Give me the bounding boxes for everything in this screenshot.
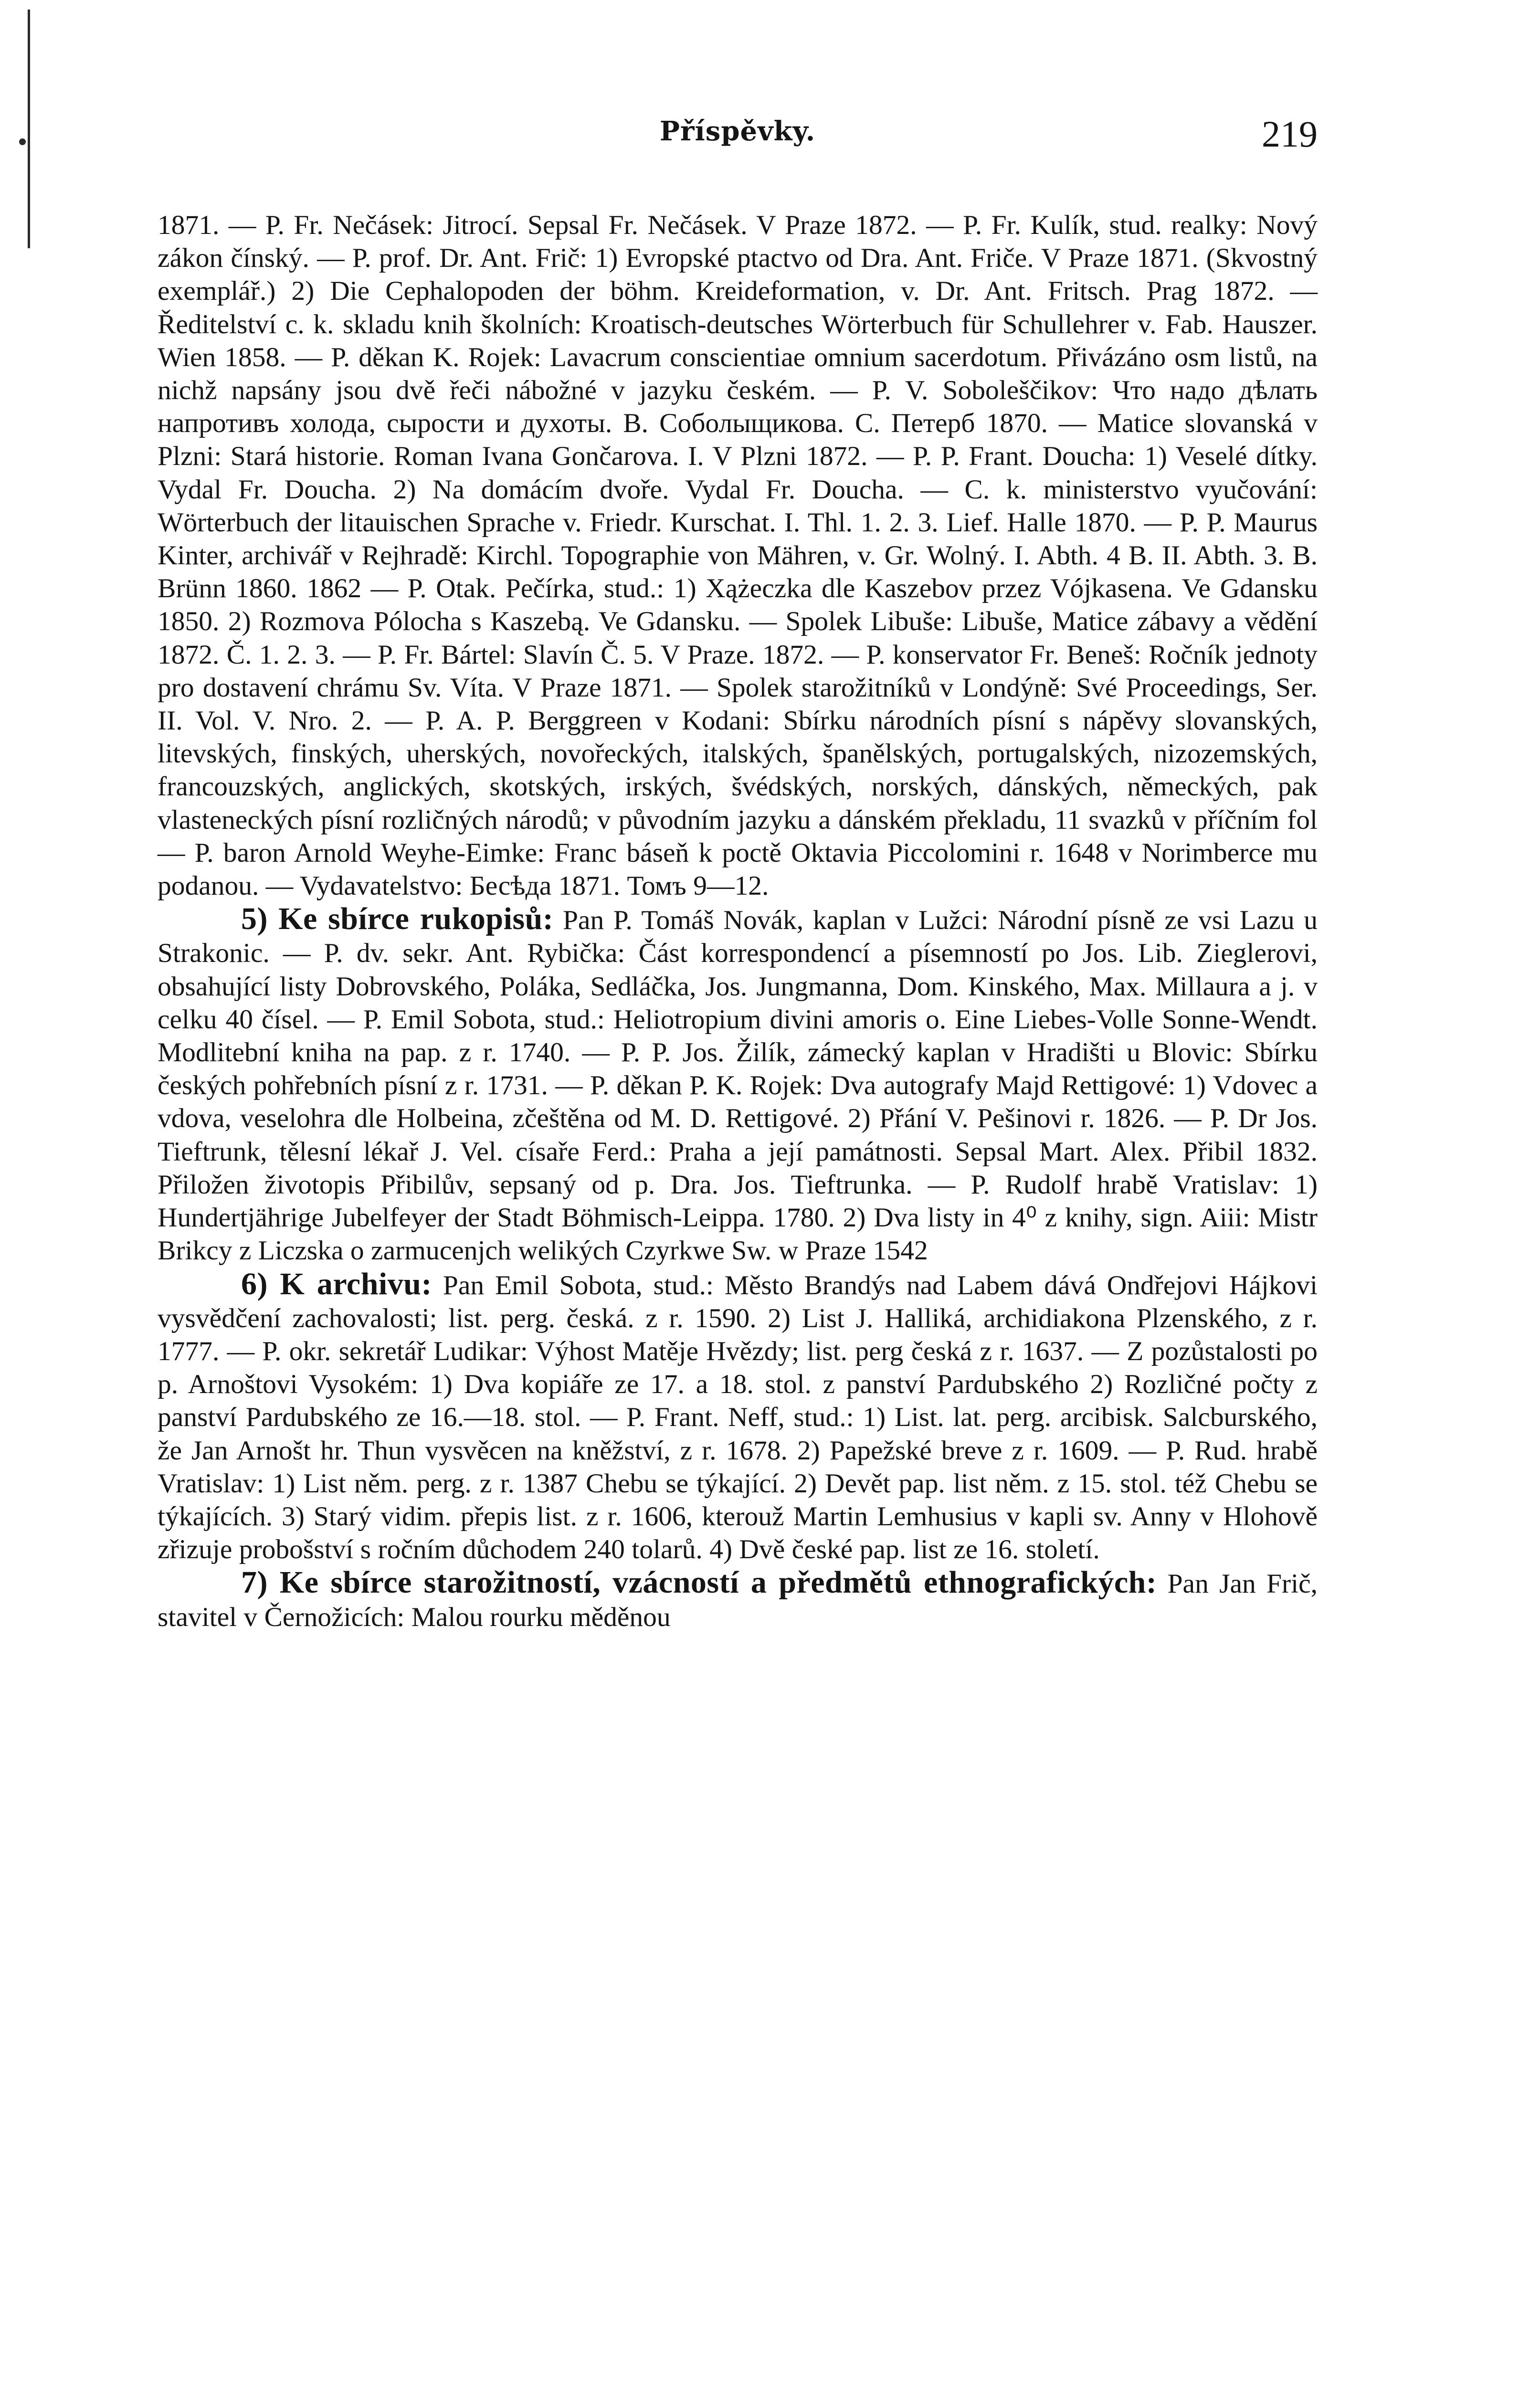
paragraph-text: Pan Emil Sobota, stud.: Město Brandýs nad Labem dává Ondřejovi Hájkovi vysvědčení zachovalosti; list. perg. česká. z r. 1590. 2) List J. Halliká, archidiakona Plzenského, z r. 1777. — P. okr. sekretář Ludikar: Výhost Matěje Hvězdy; list. perg česká z r. 1637. — Z pozůstalosti po p. Arnoštovi Vysokém: 1) Dva kopiáře ze 17. a 18. stol. z panství Pardubského 2) Rozličné počty z panství Pardubského ze 16.—18. stol. — P. Frant. Neff, stud.: 1) List. lat. perg. arcibisk. Salcburského, že Jan Arnošt hr. Thun vysvěcen na kněžství, z r. 1678. 2) Papežské breve z r. 1609. — P. Rud. hrabě Vratislav: 1) List něm. perg. z r. 1387 Chebu se týkající. 2) Devět pap. list něm. z 15. stol. též Chebu se týkajících. 3) Starý vidim. přepis list. z r. 1606, kterouž Martin Lemhusius v kapli sv. Anny v Hlohově zřizuje probošství s ročním důchodem 240 tolarů. 4) Dvě české pap. list ze 16. století.: [158, 1270, 1318, 1565]
page: [158, 106, 1318, 1634]
paragraph-list-of-books: [158, 209, 1318, 902]
page-edge-mark: [19, 138, 26, 145]
section-heading: 7) Ke sbírce starožitností, vzácností a předmětů ethnografických:: [241, 1565, 1157, 1600]
paragraph-text: Pan P. Tomáš Novák, kaplan v Lužci: Národní písně ze vsi Lazu u Strakonic. — P. dv. sekr. Ant. Rybička: Část korrespondencí a písemností po Jos. Lib. Zieglerovi, obsahující listy Dobrovského, Poláka, Sedláčka, Jos. Jungmanna, Dom. Kinského, Max. Millaura a j. v celku 40 čísel. — P. Emil Sobota, stud.: Heliotropium divini amoris o. Eine Liebes-Volle Sonne-Wendt. Modlitební kniha na pap. z r. 1740. — P. P. Jos. Žilík, zámecký kaplan v Hradišti u Blovic: Sbírku českých pohřebních písní z r. 1731. — P. děkan P. K. Rojek: Dva autografy Majd Rettigové: 1) Vdovec a vdova, veselohra dle Holbeina, zčeštěna od M. D. Rettigové. 2) Přání V. Pešinovi r. 1826. — P. Dr Jos. Tieftrunk, tělesní lékař J. Vel. císaře Ferd.: Praha a její památnosti. Sepsal Mart. Alex. Přibil 1832. Přiložen životopis Přibilův, sepsaný od p. Dra. Jos. Tieftrunka. — P. Rudolf hrabě Vratislav: 1) Hundertjährige Jubelfeyer der Stadt Böhmisch-Leippa. 1780. 2) Dva listy in 4⁰ z knihy, sign. Aiii: Mistr Brikcy z Liczska o zarmucenjch welikých Czyrkwe Sw. w Praze 1542: [158, 905, 1318, 1266]
page-edge-line: [28, 10, 30, 248]
running-head: Příspěvky.: [659, 116, 816, 147]
paragraph-text: 1871. — P. Fr. Nečásek: Jitrocí. Sepsal Fr. Nečásek. V Praze 1872. — P. Fr. Kulík, stud. realky: Nový zákon čínský. — P. prof. Dr. Ant. Frič: 1) Evropské ptactvo od Dra. Ant. Friče. V Praze 1871. (Skvostný exemplář.) 2) Die Cephalopoden der böhm. Kreideformation, v. Dr. Ant. Fritsch. Prag 1872. — Ředitelství c. k. skladu knih školních: Kroatisch-deutsches Wörterbuch für Schullehrer v. Fab. Hauszer. Wien 1858. — P. děkan K. Rojek: Lavacrum conscientiae omnium sacerdotum. Přivázáno osm listů, na nichž napsány jsou dvě řeči nábožné v jazyku českém. — P. V. Soboleščikov: Что надо дѣлать напротивъ холода, сырости и духоты. В. Соболыщикова. С. Петерб 1870. — Matice slovanská v Plzni: Stará historie. Roman Ivana Gončarova. I. V Plzni 1872. — P. P. Frant. Doucha: 1) Veselé dítky. Vydal Fr. Doucha. 2) Na domácím dvoře. Vydal Fr. Doucha. — C. k. ministerstvo vyučování: Wörterbuch der litauischen Sprache v. Friedr. Kurschat. I. Thl. 1. 2. 3. Lief. Halle 1870. — P. P. Maurus Kinter, archivář v Rejhradě: Kirchl. Topographie von Mähren, v. Gr. Wolný. I. Abth. 4 B. II. Abth. 3. B. Brünn 1860. 1862 — P. Otak. Pečírka, stud.: 1) Xążeczka dle Kaszebov przez Vójkasena. Ve Gdansku 1850. 2) Rozmova Pólocha s Kaszebą. Ve Gdansku. — Spolek Libuše: Libuše, Matice zábavy a vědění 1872. Č. 1. 2. 3. — P. Fr. Bártel: Slavín Č. 5. V Praze. 1872. — P. konservator Fr. Beneš: Ročník jednoty pro dostavení chrámu Sv. Víta. V Praze 1871. — Spolek starožitníků v Londýně: Své Proceedings, Ser. II. Vol. V. Nro. 2. — P. A. P. Berggreen v Kodani: Sbírku národních písní s nápěvy slovanských, litevských, finských, uherských, novořeckých, italských, španělských, portugalských, nizozemských, francouzských, anglických, skotských, irských, švédských, norských, dánských, německých, pak vlasteneckých písní rozličných národů; v původním jazyku a dánském překladu, 11 svazků v příčním fol — P. baron Arnold Weyhe-Eimke: Franc báseň k poctě Oktavia Piccolomini r. 1648 v Norimberce mu podanou. — Vydavatelstvo: Бесѣда 1871. Томъ 9—12.: [158, 210, 1318, 901]
section-archive: [158, 1267, 1318, 1566]
page-header: [158, 106, 1318, 182]
body-text: [158, 209, 1318, 1634]
paragraph-text: Pan Jan Frič, stavitel v Černožicích: Malou rourku měděnou: [158, 1569, 1318, 1632]
section-heading: 5) Ke sbírce rukopisů:: [241, 901, 554, 937]
page-number: 219: [1262, 113, 1318, 155]
section-heading: 6) K archivu:: [241, 1266, 432, 1301]
section-manuscripts: [158, 902, 1318, 1267]
section-antiquities: [158, 1566, 1318, 1633]
